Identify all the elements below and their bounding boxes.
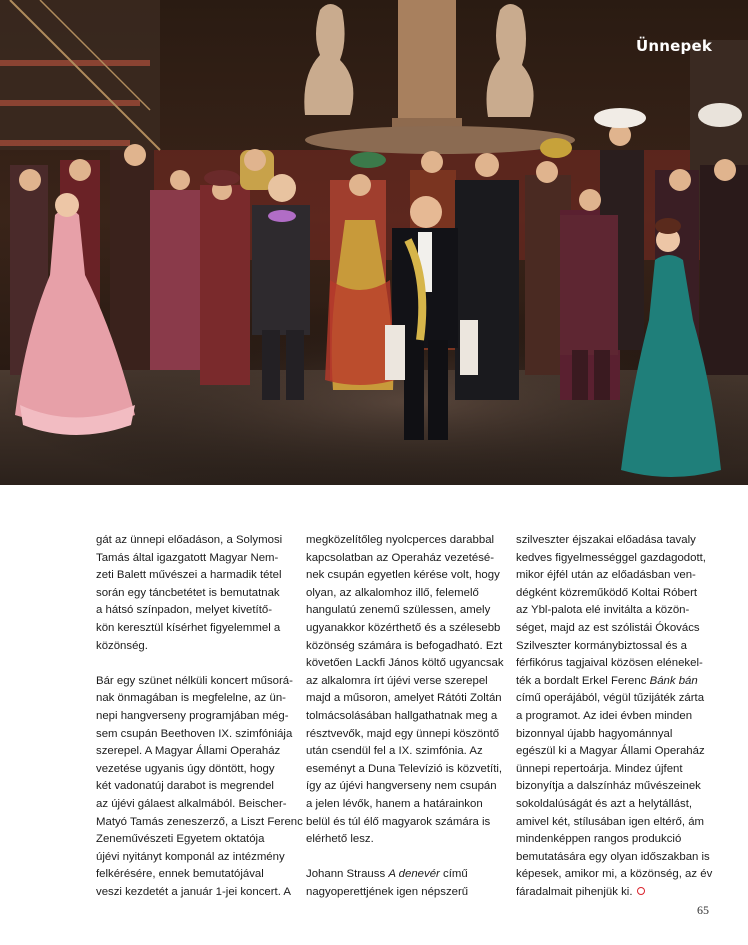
text-line: vezetése ugyanis úgy döntött, hogy <box>96 762 275 775</box>
text-line: olyan, az alkalomhoz illő, felemelő <box>306 586 479 599</box>
text-line: felkérésére, ennek bemutatójával <box>96 868 264 881</box>
text-line: dégként közreműködő Koltai Róbert <box>516 586 698 599</box>
text-line: nagyoperettjének igen népszerű <box>306 885 469 898</box>
text-line: Bár egy szünet nélküli koncert műsorá- <box>96 674 293 687</box>
text-line: az újévi gálaest alkalmából. Beischer- <box>96 797 287 810</box>
text-line: elérhető lesz. <box>306 833 374 846</box>
text-line: közönség. <box>96 639 148 652</box>
text-line: követően Lackfi János költő ugyancsak <box>306 657 504 670</box>
text-line: kedves figyelmességgel gazdagodott, <box>516 551 706 564</box>
text-line: során egy táncbetétet is bemutatnak <box>96 586 280 599</box>
text-line: újévi nyitányt komponál az intézmény <box>96 850 285 863</box>
text-column-2 <box>306 532 502 919</box>
article-body <box>96 532 713 898</box>
text-line: az Ybl-palota elé invitálta a közön- <box>516 604 690 617</box>
text-line: zeti Balett művészei a harmadik tétel <box>96 569 282 582</box>
text-line: Tamás által igazgatott Magyar Nem- <box>96 551 279 564</box>
text-line: a hátsó színpadon, melyet kivetítő- <box>96 604 273 617</box>
text-line: eseményt a Duna Televízió is közvetíti, <box>306 762 503 775</box>
article-paragraph <box>306 866 502 901</box>
text-line: tolmácsolásában hallgathatnak meg a <box>306 709 498 722</box>
text-line: bizonyítja a dalszínház művészeinek <box>516 780 701 793</box>
text-line: ugyanakkor közérthető és a szélesebb <box>306 621 501 634</box>
text-line: a programot. Az idei évben minden <box>516 709 693 722</box>
text-line: két vadonatúj darabot is megrendel <box>96 780 274 793</box>
text-line: nek csupán egyetlen kérése volt, hogy <box>306 569 500 582</box>
article-paragraph <box>96 673 303 902</box>
text-line: sem csupán Beethoven IX. szimfóniája <box>96 727 293 740</box>
text-line: bizonnyal újabb hagyománnyal <box>516 727 673 740</box>
text-line: Matyó Tamás zeneszerző, a Liszt Ferenc <box>96 815 303 828</box>
text-line: résztvevők, majd egy ünnepi köszöntő <box>306 727 500 740</box>
text-line: közönség számára is befogadható. Ezt <box>306 639 503 652</box>
text-line: majd a műsoron, amelyet Rátóti Zoltán <box>306 692 502 705</box>
text-column-3 <box>516 532 712 919</box>
text-line: kön keresztül kísérhet figyelemmel a <box>96 621 281 634</box>
text-line: című operájából, végül tűzijáték zárta <box>516 692 705 705</box>
text-line: képesek, amikor mi, a közönség, az év <box>516 868 713 881</box>
article-paragraph <box>516 532 712 901</box>
text-line: séget, majd az est szólistái Ókovács <box>516 621 700 634</box>
text-line: nepi hangverseny programjában még- <box>96 709 289 722</box>
text-line: gát az ünnepi előadáson, a Solymosi <box>96 534 283 546</box>
text-line: mikor éjfél után az előadásban ven- <box>516 569 696 582</box>
text-line: amivel két, stílusában igen eltérő, ám <box>516 815 705 828</box>
text-line: ték a bordalt Erkel Ferenc Bánk bán <box>516 674 698 687</box>
text-line: veszi kezdetét a január 1-jei koncert. A <box>96 885 292 898</box>
text-line: belül és túl élő magyarok számára is <box>306 815 491 828</box>
text-line: Szilveszter kormánybiztossal és a <box>516 639 687 652</box>
text-line: az alkalomra írt újévi verse szerepel <box>306 674 488 687</box>
text-line: Zeneművészeti Egyetem oktatója <box>96 833 265 846</box>
text-line: Johann Strauss A denevér című <box>306 868 468 881</box>
text-line: nak önmagában is megfelelne, az ün- <box>96 692 286 705</box>
text-line: egészül ki a Magyar Állami Operaház <box>516 745 705 758</box>
text-column-1 <box>96 532 303 919</box>
text-line: után csendül fel a IX. szimfónia. Az <box>306 745 483 758</box>
text-line: kapcsolatban az Operaház vezetésé- <box>306 551 495 564</box>
page-number: 65 <box>697 903 709 917</box>
text-line: fáradalmait pihenjük ki. <box>516 884 712 902</box>
article-paragraph <box>96 532 292 655</box>
text-line: ünnepi repertoárja. Mindez újfent <box>516 762 683 775</box>
article-end-icon <box>637 887 645 895</box>
text-line: sokoldalúságát és azt a helytállást, <box>516 797 693 810</box>
text-line: a jelen lévők, hanem a határainkon <box>306 797 483 810</box>
text-line: bemutatására egy olyan időszakban is <box>516 850 710 863</box>
text-line: mindenképpen rangos produkció <box>516 833 682 846</box>
text-line: szerepel. A Magyar Állami Operaház <box>96 745 281 758</box>
text-line: megközelítőleg nyolcperces darabbal <box>306 534 495 546</box>
text-line: férfikórus tagjaival közösen elénekel- <box>516 657 703 670</box>
text-line: így az újévi hangverseny nem csupán <box>306 780 497 793</box>
text-line: szilveszter éjszakai előadása tavaly <box>516 534 696 546</box>
article-paragraph <box>306 532 502 849</box>
section-label: Ünnepek <box>636 37 712 55</box>
text-line: hangulatú zenemű szülessen, amely <box>306 604 491 617</box>
